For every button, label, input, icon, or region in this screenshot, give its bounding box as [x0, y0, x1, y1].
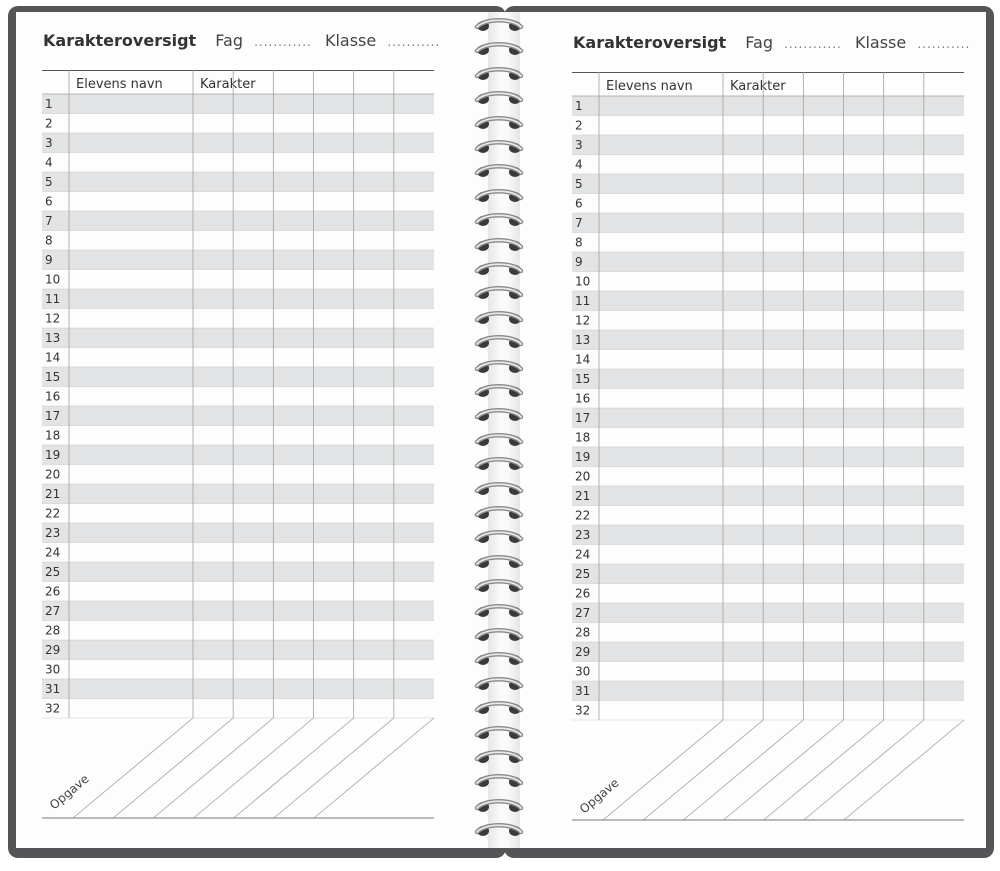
left-page-title: Karakteroversigt	[43, 31, 197, 50]
spiral-coil	[467, 551, 531, 571]
right-shaded-row	[572, 252, 964, 272]
left-shaded-row	[42, 289, 434, 309]
spiral-coil	[467, 38, 531, 58]
right-row-number: 22	[575, 508, 591, 523]
left-col-grade-header: Karakter	[200, 77, 256, 92]
spiral-coil	[467, 819, 531, 839]
spiral-coil	[467, 331, 531, 351]
left-task-diagonal	[314, 718, 434, 818]
right-shaded-row	[572, 135, 964, 155]
right-row-number: 28	[575, 625, 591, 640]
left-row-number: 18	[45, 428, 61, 443]
spiral-coil	[467, 722, 531, 742]
left-row-number: 24	[45, 545, 61, 560]
spiral-coil	[467, 112, 531, 132]
left-task-diagonal	[194, 718, 314, 818]
right-row-number: 18	[575, 430, 591, 445]
right-row-number: 8	[575, 235, 583, 250]
right-task-diagonal	[844, 720, 964, 820]
spiral-coil	[467, 209, 531, 229]
spiral-coil	[467, 380, 531, 400]
right-task-diagonal	[683, 720, 803, 820]
right-shaded-row	[572, 603, 964, 623]
spiral-coil	[467, 697, 531, 717]
right-row-number: 23	[575, 528, 591, 542]
spiral-coil	[467, 600, 531, 620]
left-row-number: 4	[45, 155, 53, 170]
right-row-number: 12	[575, 313, 591, 328]
right-task-diagonal	[643, 720, 763, 820]
spiral-coil	[467, 624, 531, 644]
left-shaded-row	[42, 601, 434, 621]
spiral-coil	[467, 795, 531, 815]
right-task-diagonal	[804, 720, 924, 820]
right-row-number: 25	[575, 567, 591, 581]
right-shaded-row	[572, 525, 964, 545]
spiral-coil	[467, 404, 531, 424]
right-shaded-row	[572, 96, 964, 116]
spiral-coil	[467, 356, 531, 376]
right-row-number: 15	[575, 372, 591, 386]
spiral-coil	[467, 136, 531, 156]
right-row-number: 9	[575, 255, 583, 269]
left-shaded-row	[42, 523, 434, 543]
right-page-title: Karakteroversigt	[573, 33, 727, 52]
left-shaded-row	[42, 562, 434, 582]
left-row-number: 13	[45, 331, 61, 345]
left-grade-table	[42, 70, 436, 822]
spiral-coil	[467, 87, 531, 107]
left-shaded-row	[42, 328, 434, 348]
spiral-coil	[467, 502, 531, 522]
spiral-coil	[467, 648, 531, 668]
left-row-number: 10	[45, 272, 61, 287]
spiral-coil	[467, 478, 531, 498]
left-row-number: 22	[45, 506, 61, 521]
right-class-label: Klasse	[854, 33, 907, 52]
right-task-label: Opgave	[576, 775, 622, 817]
right-row-number: 16	[575, 391, 591, 406]
left-row-number: 12	[45, 311, 61, 326]
right-row-number: 6	[575, 196, 583, 211]
left-row-number: 8	[45, 233, 53, 248]
right-shaded-row	[572, 681, 964, 701]
left-row-number: 2	[45, 116, 53, 131]
left-row-number: 9	[45, 253, 53, 267]
left-row-number: 30	[45, 662, 61, 677]
left-row-number: 3	[45, 136, 53, 150]
left-row-number: 21	[45, 487, 61, 501]
right-shaded-row	[572, 564, 964, 584]
right-shaded-row	[572, 486, 964, 506]
left-row-number: 14	[45, 350, 61, 365]
right-col-name-header: Elevens navn	[606, 79, 693, 94]
right-row-number: 17	[575, 411, 591, 425]
spiral-coil	[467, 526, 531, 546]
right-row-number: 1	[575, 99, 583, 113]
right-row-number: 30	[575, 664, 591, 679]
right-subject-label: Fag	[745, 33, 773, 52]
left-row-number: 5	[45, 175, 53, 189]
right-row-number: 32	[575, 703, 591, 718]
left-row-number: 31	[45, 682, 61, 696]
right-class-field[interactable]: ...........	[917, 37, 971, 51]
spiral-coil	[467, 307, 531, 327]
left-row-number: 20	[45, 467, 61, 482]
left-row-number: 29	[45, 643, 61, 657]
left-page-header	[43, 31, 440, 50]
right-row-number: 24	[575, 547, 591, 562]
right-subject-field[interactable]: ............	[784, 37, 842, 51]
spiral-coil	[467, 673, 531, 693]
right-page-header	[573, 33, 970, 52]
right-shaded-row	[572, 174, 964, 194]
right-shaded-row	[572, 642, 964, 662]
left-shaded-row	[42, 679, 434, 699]
right-col-grade-header: Karakter	[730, 79, 786, 94]
left-shaded-row	[42, 94, 434, 114]
left-row-number: 19	[45, 448, 61, 462]
left-row-number: 32	[45, 701, 61, 716]
spiral-coil	[467, 746, 531, 766]
spiral-coil	[467, 160, 531, 180]
left-row-number: 27	[45, 604, 61, 618]
right-shaded-row	[572, 369, 964, 389]
left-row-number: 17	[45, 409, 61, 423]
right-row-number: 10	[575, 274, 591, 289]
left-row-number: 1	[45, 97, 53, 111]
right-row-number: 13	[575, 333, 591, 347]
left-shaded-row	[42, 133, 434, 153]
right-task-diagonal	[764, 720, 884, 820]
right-row-number: 27	[575, 606, 591, 620]
left-row-number: 7	[45, 214, 53, 228]
left-shaded-row	[42, 484, 434, 504]
left-task-diagonal	[234, 718, 354, 818]
left-row-number: 16	[45, 389, 61, 404]
left-class-field[interactable]: ...........	[387, 35, 441, 49]
right-row-number: 3	[575, 138, 583, 152]
right-shaded-row	[572, 447, 964, 467]
right-shaded-row	[572, 213, 964, 233]
right-row-number: 26	[575, 586, 591, 601]
spiral-coil	[467, 63, 531, 83]
left-task-diagonal	[113, 718, 233, 818]
spiral-coil	[467, 429, 531, 449]
left-shaded-row	[42, 445, 434, 465]
right-row-number: 31	[575, 684, 591, 698]
left-shaded-row	[42, 211, 434, 231]
spiral-coil	[467, 575, 531, 595]
left-shaded-row	[42, 172, 434, 192]
left-task-label: Opgave	[46, 771, 92, 813]
right-row-number: 14	[575, 352, 591, 367]
right-row-number: 4	[575, 157, 583, 172]
left-row-number: 28	[45, 623, 61, 638]
right-row-number: 29	[575, 645, 591, 659]
right-row-number: 7	[575, 216, 583, 230]
right-row-number: 21	[575, 489, 591, 503]
right-shaded-row	[572, 330, 964, 350]
spiral-coil	[467, 185, 531, 205]
left-shaded-row	[42, 640, 434, 660]
right-row-number: 2	[575, 118, 583, 133]
left-row-number: 26	[45, 584, 61, 599]
right-row-number: 5	[575, 177, 583, 191]
left-row-number: 15	[45, 370, 61, 384]
left-row-number: 25	[45, 565, 61, 579]
left-class-label: Klasse	[324, 31, 377, 50]
left-row-number: 11	[45, 292, 61, 306]
spiral-coil	[467, 234, 531, 254]
left-shaded-row	[42, 367, 434, 387]
right-shaded-row	[572, 291, 964, 311]
left-task-diagonal	[153, 718, 273, 818]
spiral-coil	[467, 258, 531, 278]
right-task-diagonal	[603, 720, 723, 820]
left-shaded-row	[42, 250, 434, 270]
left-subject-label: Fag	[215, 31, 243, 50]
left-shaded-row	[42, 406, 434, 426]
left-row-number: 23	[45, 526, 61, 540]
left-task-diagonal	[73, 718, 193, 818]
spiral-coil	[467, 282, 531, 302]
spiral-coil	[467, 770, 531, 790]
spiral-coil	[467, 14, 531, 34]
right-row-number: 19	[575, 450, 591, 464]
right-grade-table	[572, 72, 966, 824]
left-col-name-header: Elevens navn	[76, 77, 163, 92]
left-task-diagonal	[274, 718, 394, 818]
left-row-number: 6	[45, 194, 53, 209]
right-task-diagonal	[724, 720, 844, 820]
right-row-number: 11	[575, 294, 591, 308]
right-row-number: 20	[575, 469, 591, 484]
right-shaded-row	[572, 408, 964, 428]
left-subject-field[interactable]: ............	[254, 35, 312, 49]
spiral-coil	[467, 453, 531, 473]
